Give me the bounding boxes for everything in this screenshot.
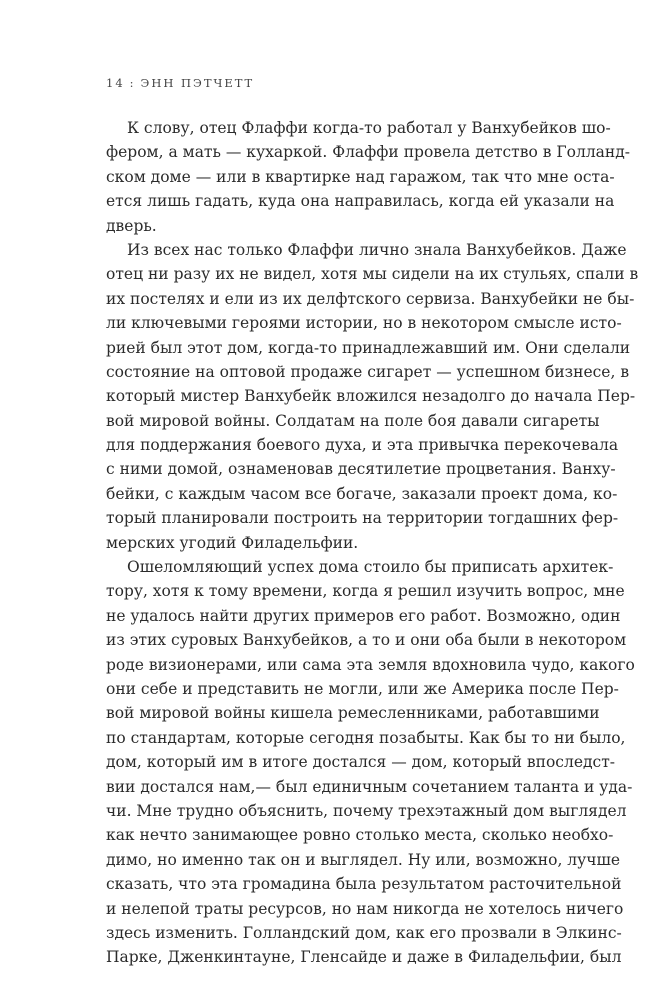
text-line: ли ключевыми героями истории, но в некотором смысле исто- (106, 314, 622, 333)
author-name: ЭНН ПЭТЧЕТТ (140, 76, 255, 90)
text-line: как нечто занимающее ровно столько места, сколько необхо- (106, 826, 614, 845)
text-line: тору, хотя к тому времени, когда я решил изучить вопрос, мне (106, 582, 625, 601)
text-line: роде визионерами, или сама эта земля вдохновила чудо, какого (106, 655, 635, 674)
paragraph (106, 116, 631, 238)
text-line: их постелях и ели из их делфтского сервиза. Ванхубейки не бы- (106, 289, 635, 308)
text-line: по стандартам, которые сегодня позабыты. Как бы то ни было, (106, 728, 626, 747)
text-line: вии достался нам,— был единичным сочетанием таланта и уда- (106, 777, 633, 796)
text-line: сказать, что эта громадина была результатом расточительной (106, 875, 622, 894)
text-line: отец ни разу их не видел, хотя мы сидели на их стульях, спали в (106, 265, 639, 284)
text-line: К слову, отец Флаффи когда-то работал у Ванхубейков шо- (127, 119, 611, 137)
paragraph (106, 555, 635, 970)
text-line: не удалось найти других примеров его работ. Возможно, один (106, 606, 621, 625)
text-line: ется лишь гадать, куда она направилась, когда ей указали на (106, 192, 615, 211)
text-line: из этих суровых Ванхубейков, а то и они оба были в некотором (106, 631, 627, 650)
text-line: вой мировой войны. Солдатам на поле боя давали сигареты (106, 411, 600, 430)
text-line: и нелепой траты ресурсов, но нам никогда не хотелось ничего (106, 899, 624, 918)
text-line: для поддержания боевого духа, и эта привычка перекочевала (106, 436, 619, 455)
text-line: чи. Мне трудно объяснить, почему трехэтажный дом выглядел (106, 801, 627, 820)
text-line: состояние на оптовой продаже сигарет — успешном бизнесе, в (106, 362, 630, 381)
text-line: дверь. (106, 216, 157, 235)
text-line: Из всех нас только Флаффи лично знала Ванхубейков. Даже (127, 240, 627, 259)
text-line: мерских угодий Филадельфии. (106, 533, 359, 552)
text-line: ском доме — или в квартирке над гаражом, так что мне оста- (106, 167, 615, 186)
text-line: бейки, с каждым часом все богаче, заказали проект дома, ко- (106, 484, 618, 503)
paragraph (106, 238, 639, 555)
body-text (106, 116, 639, 970)
text-line: с ними домой, ознаменовав десятилетие процветания. Ванху- (106, 460, 616, 479)
text-line: Парке, Дженкинтауне, Гленсайде и даже в Филадельфии, был (106, 948, 622, 967)
running-header (106, 76, 254, 90)
header-separator: : (129, 76, 136, 90)
text-line: здесь изменить. Голландский дом, как его прозвали в Элкинс- (106, 923, 622, 942)
text-line: димо, но именно так он и выглядел. Ну или, возможно, лучше (106, 850, 621, 869)
text-line: они себе и представить не могли, или же Америка после Пер- (106, 679, 619, 698)
page-number: 14 (106, 76, 125, 90)
text-line: вой мировой войны кишела ремесленниками, работавшими (106, 704, 600, 723)
text-line: рией был этот дом, когда-то принадлежавший им. Они сделали (106, 338, 631, 357)
text-line: фером, а мать — кухаркой. Флаффи провела детство в Голланд- (106, 143, 631, 162)
text-line: торый планировали построить на территории тогдашних фер- (106, 509, 619, 528)
text-line: который мистер Ванхубейк вложился незадолго до начала Пер- (106, 387, 636, 406)
text-line: дом, который им в итоге достался — дом, который впоследст- (106, 753, 616, 772)
text-line: Ошеломляющий успех дома стоило бы приписать архитек- (127, 558, 614, 577)
